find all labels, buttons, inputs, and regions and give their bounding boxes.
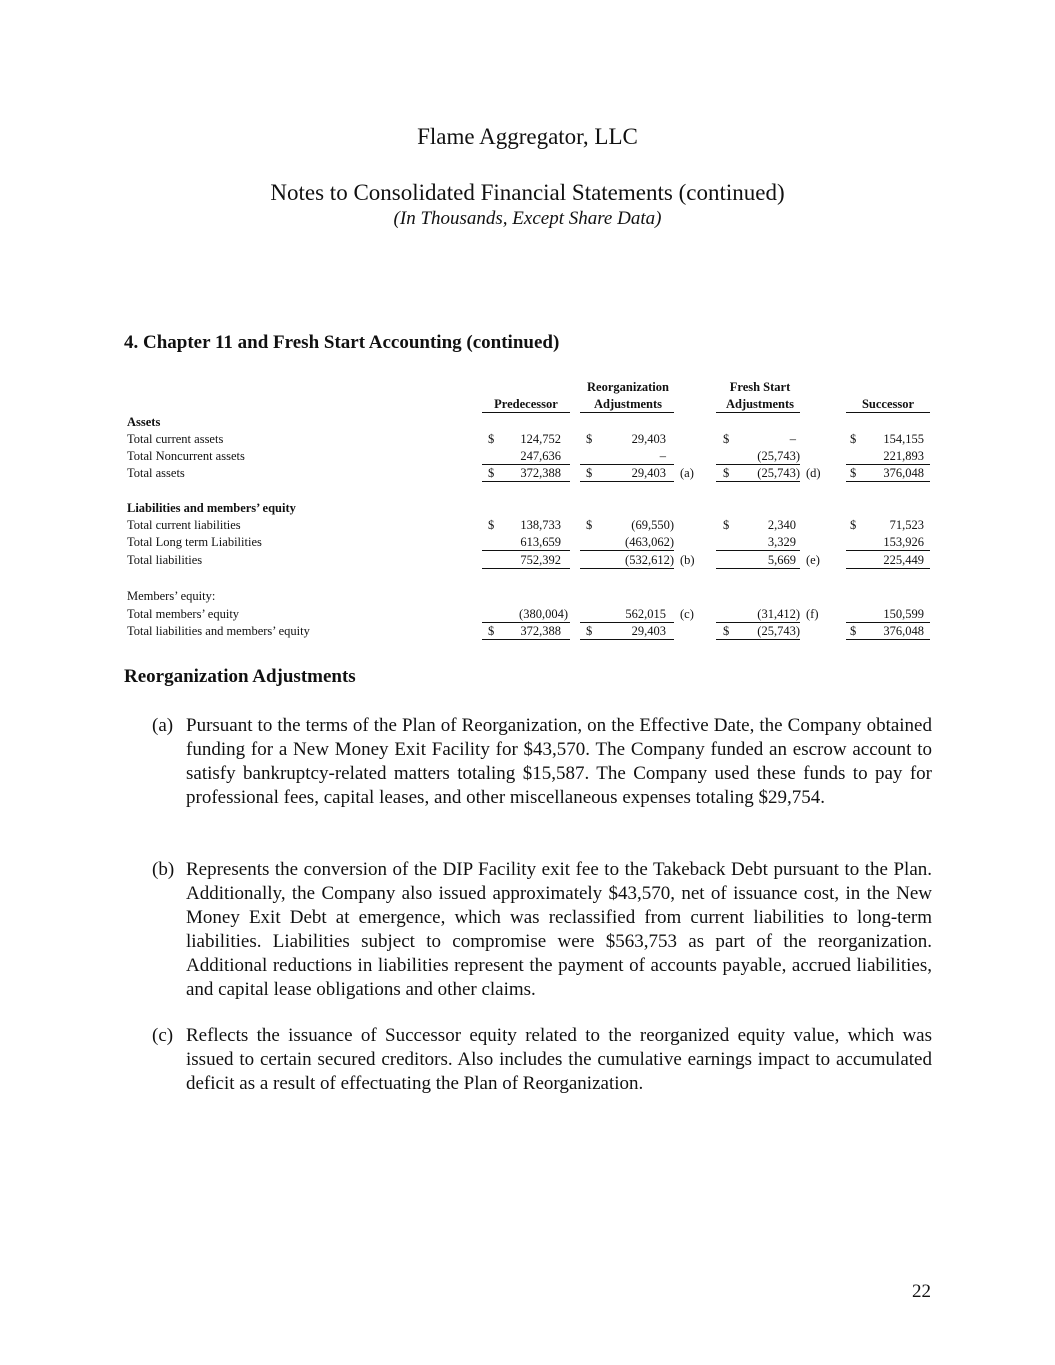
col-fresh-label-2: Adjustments	[725, 397, 795, 411]
rule	[846, 568, 930, 569]
footnote-ref: (b)	[680, 553, 695, 567]
currency-symbol: $	[586, 518, 593, 532]
company-name: Flame Aggregator, LLC	[417, 124, 638, 149]
currency-symbol: $	[723, 432, 730, 446]
rule	[482, 639, 570, 640]
cell-successor: 150,599	[883, 607, 924, 621]
cell-predecessor: 138,733	[520, 518, 561, 532]
currency-symbol: $	[850, 432, 857, 446]
currency-symbol: $	[488, 466, 495, 480]
cell-successor: 154,155	[883, 432, 924, 446]
cell-reorg: (532,612)	[625, 553, 674, 567]
rule	[846, 550, 930, 551]
cell-predecessor: 613,659	[520, 535, 561, 549]
cell-predecessor: 247,636	[520, 449, 561, 463]
col-fresh-underline	[716, 412, 800, 413]
note-text: Represents the conversion of the DIP Facility exit fee to the Takeback Debt pursuant to the Plan. Additionally, the Company also issued approximately $43,570, net of issuance cost, in the New Money Exit Debt at emergence, which was reclassified from current liabilities to long-term liabilities. Liabilities subject to compromise were $563,753 as part of the reorganization. Additional reductions in liabilities represent the payment of accounts payable, accrued liabilities, and capital lease obligations and other claims.	[186, 859, 932, 1000]
cell-predecessor: 752,392	[520, 553, 561, 567]
rule	[482, 550, 570, 551]
rule	[846, 639, 930, 640]
col-fresh-label-1: Fresh Start	[729, 380, 791, 394]
note-text: Pursuant to the terms of the Plan of Reorganization, on the Effective Date, the Company obtained funding for a New Money Exit Facility for $43,570. The Company funded an escrow account to satisfy bankruptcy-related matters totaling $15,587. The Company used these funds to pay for professional fees, capital leases, and other miscellaneous expenses totaling $29,754.	[186, 715, 932, 808]
cell-reorg: 29,403	[631, 624, 666, 638]
note-letter: (a)	[152, 715, 174, 736]
cell-predecessor: 372,388	[520, 466, 561, 480]
row-label: Total Noncurrent assets	[127, 449, 245, 463]
document-subtitle: (In Thousands, Except Share Data)	[393, 208, 662, 229]
currency-symbol: $	[488, 432, 495, 446]
assets-heading: Assets	[127, 415, 161, 429]
footnote-ref: (e)	[806, 553, 820, 567]
cell-reorg: 29,403	[631, 432, 666, 446]
col-predecessor-label: Predecessor	[494, 397, 558, 411]
section-heading: 4. Chapter 11 and Fresh Start Accounting (continued)	[124, 332, 560, 353]
balance-sheet-table	[126, 378, 936, 648]
col-reorg-label-1: Reorganization	[587, 380, 669, 394]
cell-reorg: 562,015	[625, 607, 666, 621]
footnote-ref: (c)	[680, 607, 694, 621]
cell-reorg: (69,550)	[631, 518, 674, 532]
rule	[482, 481, 570, 482]
note-a	[152, 714, 932, 810]
footnote-ref: (d)	[806, 466, 821, 480]
row-label: Total liabilities and members’ equity	[127, 624, 310, 638]
cell-reorg: –	[659, 449, 666, 463]
reorg-adjustments-heading: Reorganization Adjustments	[124, 666, 356, 687]
col-reorg-underline	[580, 412, 674, 413]
cell-fresh: –	[789, 432, 796, 446]
currency-symbol: $	[850, 624, 857, 638]
currency-symbol: $	[723, 518, 730, 532]
rule	[716, 568, 800, 569]
currency-symbol: $	[850, 466, 857, 480]
cell-successor: 221,893	[883, 449, 924, 463]
rule	[716, 550, 800, 551]
rule	[846, 481, 930, 482]
rule	[580, 639, 674, 640]
rule	[716, 639, 800, 640]
document-title: Notes to Consolidated Financial Statements (continued)	[270, 180, 785, 205]
row-label: Total current assets	[127, 432, 224, 446]
rule	[580, 568, 674, 569]
currency-symbol: $	[586, 466, 593, 480]
members-equity-heading: Members’ equity:	[127, 589, 216, 603]
row-label: Total Long term Liabilities	[127, 535, 262, 549]
currency-symbol: $	[586, 624, 593, 638]
currency-symbol: $	[488, 518, 495, 532]
row-label: Total current liabilities	[127, 518, 241, 532]
note-letter: (b)	[152, 859, 175, 880]
rule	[580, 481, 674, 482]
note-letter: (c)	[152, 1025, 174, 1046]
cell-successor: 376,048	[883, 624, 924, 638]
note-text: Reflects the issuance of Successor equity related to the reorganized equity value, which was issued to certain secured creditors. Also includes the cumulative earnings impact to accumulated deficit as a result of effectuating the Plan of Reorganization.	[186, 1025, 932, 1094]
row-label: Total liabilities	[127, 553, 203, 567]
cell-successor: 376,048	[883, 466, 924, 480]
footnote-ref: (a)	[680, 466, 694, 480]
cell-fresh: (25,743)	[757, 466, 800, 480]
cell-predecessor: (380,004)	[519, 607, 568, 621]
cell-fresh: (25,743)	[757, 449, 800, 463]
liabilities-heading: Liabilities and members’ equity	[127, 501, 296, 515]
rule	[580, 550, 674, 551]
rule	[482, 568, 570, 569]
col-predecessor-underline	[482, 412, 570, 413]
row-label: Total assets	[127, 466, 185, 480]
cell-fresh: 5,669	[767, 553, 796, 567]
cell-successor: 225,449	[883, 553, 924, 567]
note-b	[152, 858, 932, 1002]
cell-fresh: 3,329	[767, 535, 796, 549]
cell-fresh: (25,743)	[757, 624, 800, 638]
cell-fresh: 2,340	[767, 518, 796, 532]
cell-reorg: 29,403	[631, 466, 666, 480]
col-successor-underline	[846, 412, 930, 413]
cell-reorg: (463,062)	[625, 535, 674, 549]
note-c	[152, 1024, 932, 1096]
page-number: 22	[912, 1281, 931, 1302]
currency-symbol: $	[850, 518, 857, 532]
currency-symbol: $	[488, 624, 495, 638]
row-label: Total members’ equity	[127, 607, 240, 621]
col-reorg-label-2: Adjustments	[593, 397, 663, 411]
cell-successor: 153,926	[883, 535, 924, 549]
currency-symbol: $	[586, 432, 593, 446]
cell-fresh: (31,412)	[757, 607, 800, 621]
currency-symbol: $	[723, 466, 730, 480]
cell-predecessor: 372,388	[520, 624, 561, 638]
rule	[716, 481, 800, 482]
currency-symbol: $	[723, 624, 730, 638]
cell-successor: 71,523	[889, 518, 924, 532]
col-successor-label: Successor	[861, 397, 915, 411]
footnote-ref: (f)	[806, 607, 819, 621]
cell-predecessor: 124,752	[520, 432, 561, 446]
